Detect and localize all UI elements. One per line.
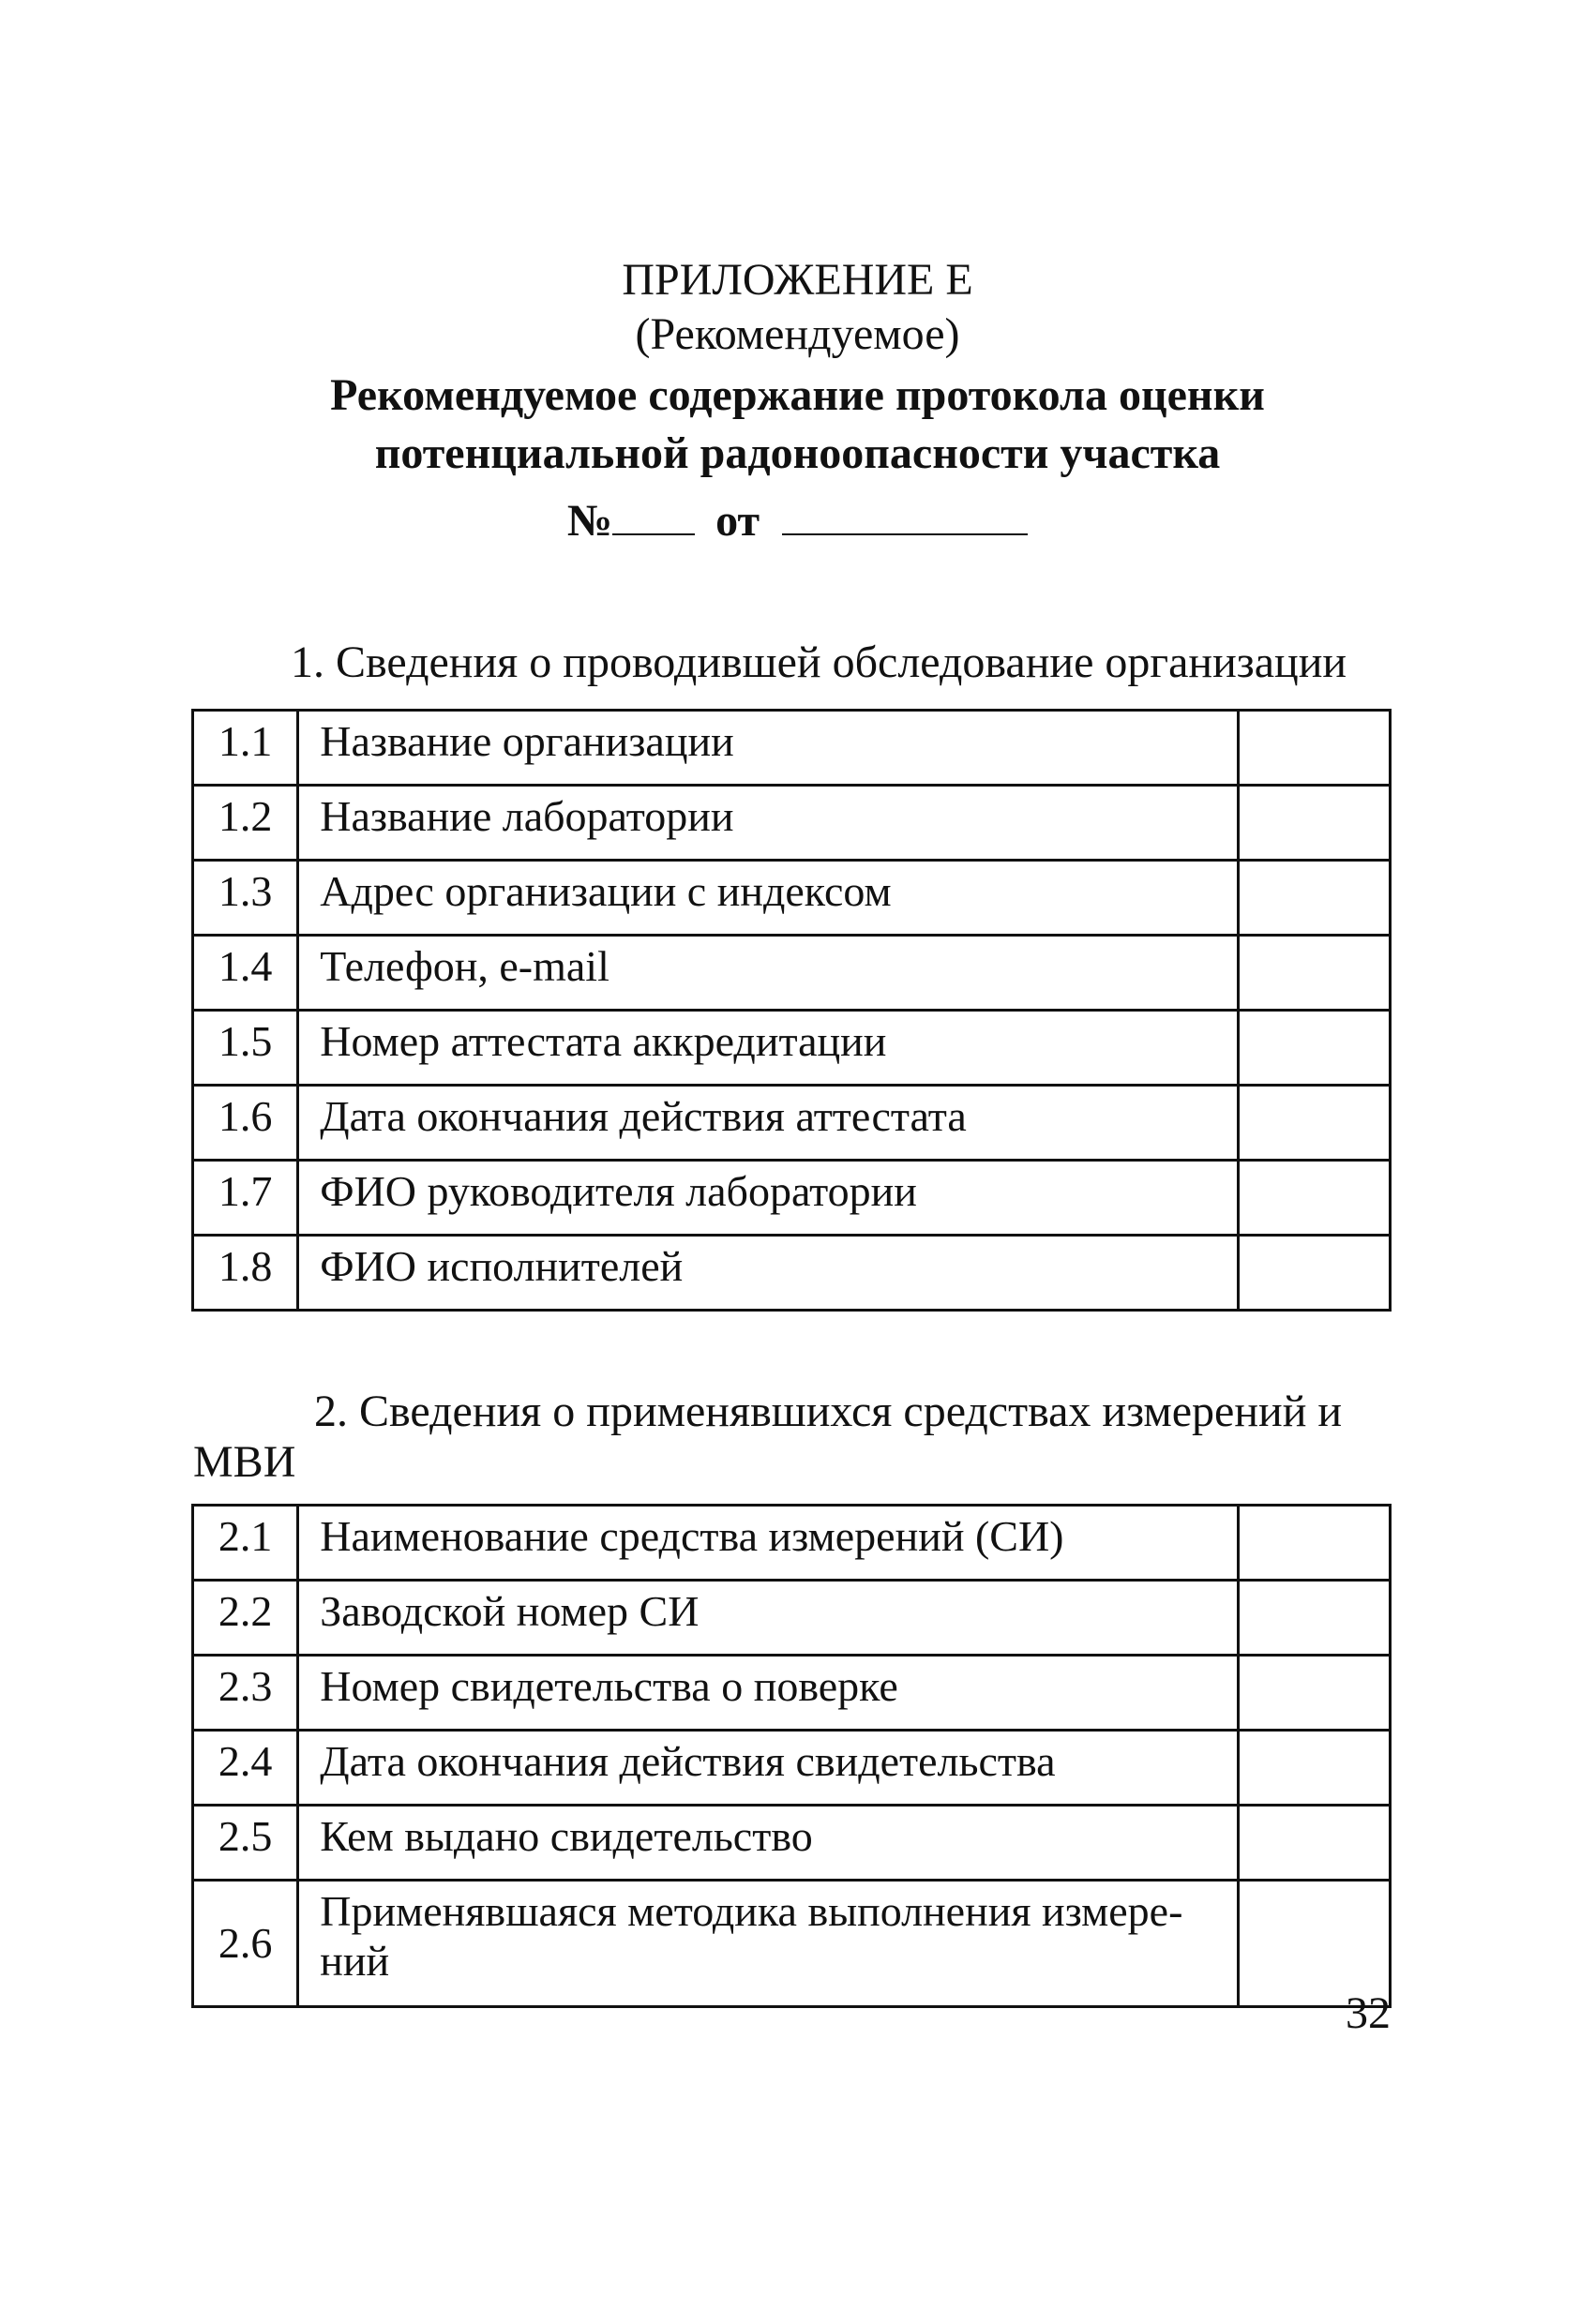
section-2-heading-continuation: МВИ <box>193 1437 296 1487</box>
protocol-number-blank <box>612 502 695 535</box>
row-number: 1.8 <box>193 1236 298 1311</box>
row-number: 1.3 <box>193 861 298 936</box>
row-number: 1.1 <box>193 711 298 786</box>
row-number: 1.2 <box>193 786 298 861</box>
row-value-cell[interactable] <box>1238 1086 1390 1161</box>
row-label <box>298 1881 1238 2007</box>
appendix-subtitle: (Рекомендуемое) <box>635 309 960 359</box>
row-label-line: Применявшаяся методика выполнения измере- <box>320 1887 1183 1935</box>
row-number: 2.5 <box>193 1806 298 1881</box>
table-row <box>193 1731 1391 1806</box>
row-number: 2.2 <box>193 1581 298 1656</box>
number-sign: № <box>566 496 613 546</box>
row-number: 2.6 <box>193 1881 298 2007</box>
table-row <box>193 1581 1391 1656</box>
page-number: 32 <box>1346 1988 1391 2038</box>
section-2-heading: 2. Сведения о применявшихся средствах измерений и <box>314 1387 1343 1436</box>
row-number: 2.1 <box>193 1506 298 1581</box>
row-label: Кем выдано свидетельство <box>298 1806 1238 1881</box>
row-value-cell[interactable] <box>1238 1236 1390 1311</box>
row-label: ФИО руководителя лаборатории <box>298 1161 1238 1236</box>
row-label: Наименование средства измерений (СИ) <box>298 1506 1238 1581</box>
row-label: Заводской номер СИ <box>298 1581 1238 1656</box>
table-row <box>193 861 1391 936</box>
row-label: Дата окончания действия аттестата <box>298 1086 1238 1161</box>
protocol-date-blank <box>782 502 1028 535</box>
row-value-cell[interactable] <box>1238 1161 1390 1236</box>
row-value-cell[interactable] <box>1238 861 1390 936</box>
row-number: 2.3 <box>193 1656 298 1731</box>
row-number: 2.4 <box>193 1731 298 1806</box>
row-number: 1.6 <box>193 1086 298 1161</box>
row-label: Номер свидетельства о поверке <box>298 1656 1238 1731</box>
row-value-cell[interactable] <box>1238 1011 1390 1086</box>
row-label: Номер аттестата аккредитации <box>298 1011 1238 1086</box>
row-label: Название организации <box>298 711 1238 786</box>
table-row <box>193 786 1391 861</box>
document-title-line-2: потенциальной радоноопасности участка <box>374 428 1221 478</box>
table-row <box>193 1806 1391 1881</box>
row-label: Телефон, e-mail <box>298 936 1238 1011</box>
table-row <box>193 1011 1391 1086</box>
row-label: Адрес организации с индексом <box>298 861 1238 936</box>
row-value-cell[interactable] <box>1238 1806 1390 1881</box>
table-row <box>193 1161 1391 1236</box>
table-row <box>193 1236 1391 1311</box>
row-value-cell[interactable] <box>1238 936 1390 1011</box>
table-row <box>193 936 1391 1011</box>
row-value-cell[interactable] <box>1238 711 1390 786</box>
section-1-heading: 1. Сведения о проводившей обследование организации <box>291 637 1347 687</box>
table-row <box>193 1881 1391 2007</box>
table-row <box>193 1656 1391 1731</box>
row-value-cell[interactable] <box>1238 1581 1390 1656</box>
row-label: Дата окончания действия свидетельства <box>298 1731 1238 1806</box>
date-prefix: от <box>715 496 760 546</box>
table-row <box>193 1086 1391 1161</box>
row-number: 1.7 <box>193 1161 298 1236</box>
row-value-cell[interactable] <box>1238 786 1390 861</box>
organization-info-table <box>191 709 1392 1312</box>
table-row <box>193 1506 1391 1581</box>
protocol-number-line <box>0 496 1595 546</box>
table-row <box>193 711 1391 786</box>
row-label: ФИО исполнителей <box>298 1236 1238 1311</box>
row-number: 1.4 <box>193 936 298 1011</box>
row-label: Название лаборатории <box>298 786 1238 861</box>
row-number: 1.5 <box>193 1011 298 1086</box>
measurement-instruments-table <box>191 1504 1392 2008</box>
appendix-title: ПРИЛОЖЕНИЕ Е <box>622 255 973 305</box>
row-value-cell[interactable] <box>1238 1656 1390 1731</box>
row-value-cell[interactable] <box>1238 1731 1390 1806</box>
row-label-line: ний <box>320 1936 390 1985</box>
row-value-cell[interactable] <box>1238 1506 1390 1581</box>
document-title-line-1: Рекомендуемое содержание протокола оценки <box>330 370 1265 420</box>
